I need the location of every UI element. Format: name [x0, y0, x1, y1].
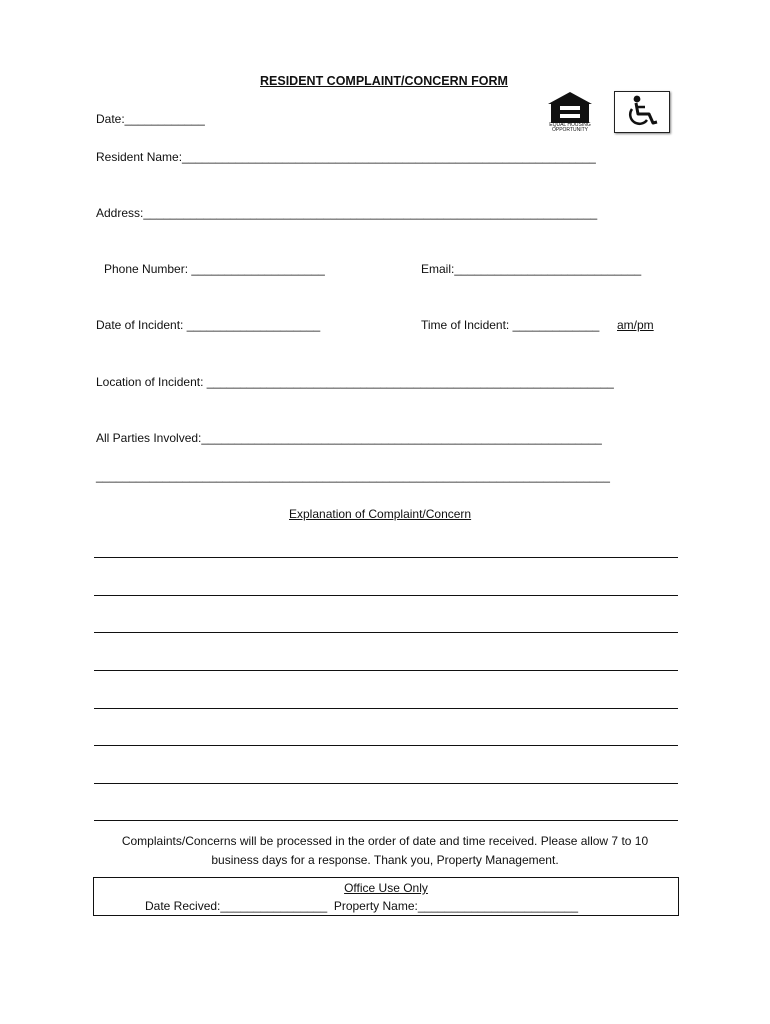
equal-housing-text: EQUAL HOUSING OPPORTUNITY	[549, 122, 591, 133]
explanation-heading: Explanation of Complaint/Concern	[289, 507, 472, 521]
email-field[interactable]: Email:____________________________	[421, 262, 642, 276]
ampm-label: am/pm	[617, 318, 654, 332]
form-title: RESIDENT COMPLAINT/CONCERN FORM	[260, 74, 508, 88]
office-use-fields[interactable]: Date Recived:________________ Property Name:________________________	[145, 899, 579, 913]
address-field[interactable]: Address:____________________________________________________________________	[96, 206, 598, 220]
explanation-line[interactable]	[94, 557, 678, 558]
explanation-line[interactable]	[94, 783, 678, 784]
explanation-line[interactable]	[94, 632, 678, 633]
office-use-box	[93, 877, 679, 916]
date-of-incident-field[interactable]: Date of Incident: ____________________	[96, 318, 321, 332]
parties-field[interactable]: All Parties Involved:____________________________________________________________	[96, 431, 602, 445]
notice-line-2: business days for a response. Thank you, Property Management.	[211, 853, 559, 867]
explanation-line[interactable]	[94, 708, 678, 709]
explanation-line[interactable]	[94, 820, 678, 821]
explanation-line[interactable]	[94, 745, 678, 746]
explanation-line[interactable]	[94, 670, 678, 671]
phone-field[interactable]: Phone Number: ____________________	[104, 262, 325, 276]
equal-housing-logo	[545, 90, 595, 134]
office-use-heading: Office Use Only	[344, 881, 428, 895]
wheelchair-icon	[615, 92, 669, 132]
parties-continuation-field[interactable]: _____________________________________________________________________________	[96, 469, 610, 483]
location-field[interactable]: Location of Incident: _____________________________________________________________	[96, 375, 614, 389]
accessibility-logo	[614, 91, 670, 133]
notice-line-1: Complaints/Concerns will be processed in the order of date and time received. Please allow 7 to 10	[121, 834, 649, 848]
date-field[interactable]: Date:____________	[96, 112, 205, 126]
resident-name-field[interactable]: Resident Name:______________________________________________________________	[96, 150, 596, 164]
explanation-line[interactable]	[94, 595, 678, 596]
time-of-incident-field[interactable]: Time of Incident: _____________	[421, 318, 600, 332]
